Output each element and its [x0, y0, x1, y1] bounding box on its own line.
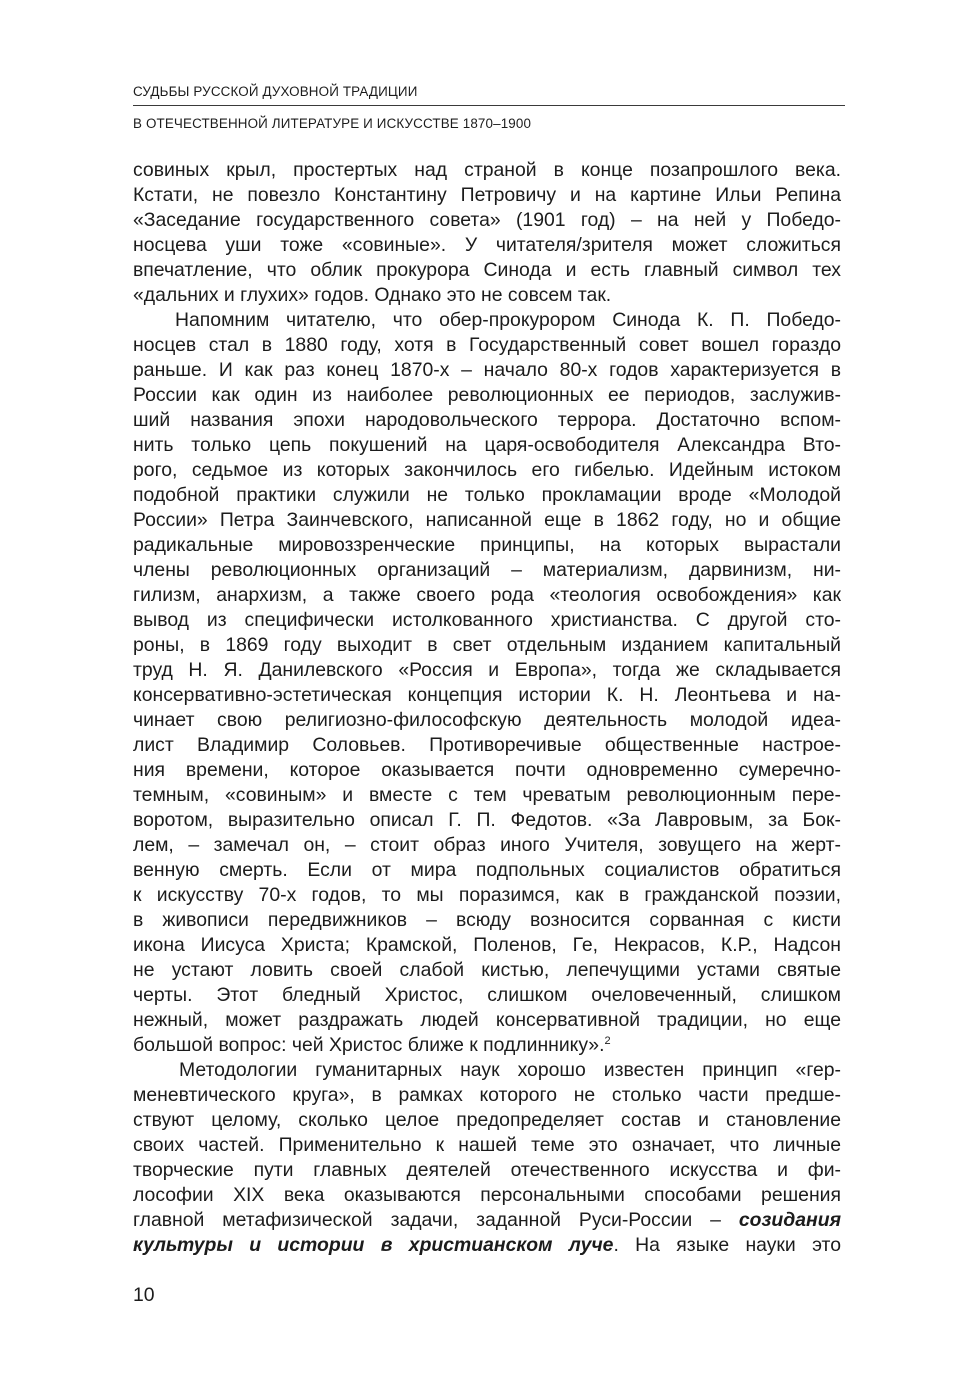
text-line: роны, в 1869 году выходит в свет отдельным изданием капитальный [133, 634, 841, 656]
text-line: члены революционных организаций – материализм, дарвинизм, ни- [133, 559, 841, 581]
text-line: своих частей. Применительно к нашей теме это означает, что личные [133, 1134, 841, 1156]
text-line: труд Н. Я. Данилевского «Россия и Европа», тогда же складывается [133, 659, 841, 681]
running-head-subtitle: В ОТЕЧЕСТВЕННОЙ ЛИТЕРАТУРЕ И ИСКУССТВЕ 1870–1900 [133, 116, 532, 131]
text-line-with-footnote [133, 1033, 841, 1058]
text-line: венную смерть. Если от мира подпольных социалистов обратиться [133, 859, 841, 881]
text-line: Напомним читателю, что обер-прокурором Синода К. П. Победо- [175, 309, 841, 331]
text-line: раньше. И как раз конец 1870-х – начало 80-х годов характеризуется в [133, 359, 841, 381]
text-line: меневтического круга», в рамках которого не столько части предше- [133, 1084, 841, 1106]
text-line: ший названия эпохи народовольческого террора. Достаточно вспом- [133, 409, 841, 431]
text-line: икона Иисуса Христа; Крамской, Поленов, Ге, Некрасов, К.Р., Надсон [133, 934, 841, 956]
text-line-with-emphasis [133, 1233, 841, 1258]
paragraph-1 [133, 158, 841, 308]
text-line: в живописи передвижников – всюду возносится сорванная с кисти [133, 909, 841, 931]
text-line: рого, седьмое из которых закончилось его гибелью. Идейным истоком [133, 459, 841, 481]
text-line: впечатление, что облик прокурора Синода и есть главный символ тех [133, 259, 841, 281]
text-line: не устают ловить своей слабой кистью, лепечущими устами святые [133, 959, 841, 981]
footnote-reference[interactable]: 2 [604, 1035, 611, 1047]
paragraph-2 [133, 308, 841, 1058]
text-run: . На языке науки это [613, 1234, 841, 1256]
emphasis-text: созидания [738, 1209, 841, 1231]
text-line: черты. Этот бледный Христос, слишком очеловеченный, слишком [133, 984, 841, 1006]
text-line: России как один из наиболее революционных ее периодов, заслужив- [133, 384, 841, 406]
text-line: лем, – замечал он, – стоит образ иного Учителя, зовущего на жерт- [133, 834, 841, 856]
body-text [133, 158, 841, 1258]
text-line: лософии XIX века оказываются персональными способами решения [133, 1184, 841, 1206]
page-number: 10 [133, 1284, 155, 1306]
text-line: вывод из специфически истолкованного христианства. С другой сто- [133, 609, 841, 631]
text-run: главной метафизической задачи, заданной Руси-России – [133, 1209, 739, 1231]
text-line: совиных крыл, простертых над страной в конце позапрошлого века. [133, 159, 841, 181]
text-line: к искусству 70-х годов, то мы поразимся, как в гражданской поэзии, [133, 884, 841, 906]
text-line-with-emphasis [133, 1208, 841, 1233]
paragraph-3 [133, 1058, 841, 1258]
text-line: ствуют целому, сколько целое предопределяет состав и становление [133, 1109, 841, 1131]
text-line: лист Владимир Соловьев. Противоречивые общественные настрое- [133, 734, 841, 756]
text-line: носцева уши тоже «совиные». У читателя/зрителя может сложиться [133, 234, 841, 256]
running-head-rule [133, 105, 845, 106]
text-line: чинает свою религиозно-философскую деятельность молодой идеа- [133, 709, 841, 731]
text-line: темным, «совиным» и вместе с тем чреватым революционным пере- [133, 784, 841, 806]
running-head-title: СУДЬБЫ РУССКОЙ ДУХОВНОЙ ТРАДИЦИИ [133, 84, 418, 99]
text-line: воротом, выразительно описал Г. П. Федотов. «За Лавровым, за Бок- [133, 809, 841, 831]
text-line: ния времени, которое оказывается почти одновременно сумеречно- [133, 759, 841, 781]
text-line: Методологии гуманитарных наук хорошо известен принцип «гер- [179, 1059, 841, 1081]
text-line: радикальные мировоззренческие принципы, на которых вырастали [133, 534, 841, 556]
text-line: творческие пути главных деятелей отечественного искусства и фи- [133, 1159, 841, 1181]
emphasis-text: культуры и истории в христианском луче [133, 1234, 614, 1256]
text-line: нежный, может раздражать людей консервативной традиции, но еще [133, 1009, 841, 1031]
text-line: гилизм, анархизм, а также своего рода «теология освобождения» как [133, 584, 841, 606]
text-line: носцев стал в 1880 году, хотя в Государственный совет вошел гораздо [133, 334, 841, 356]
text-line: подобной практики служили не только прокламации вроде «Молодой [133, 484, 841, 506]
text-line: Кстати, не повезло Константину Петровичу и на картине Ильи Репина [133, 184, 841, 206]
text-line: консервативно-эстетическая концепция истории К. Н. Леонтьева и на- [133, 684, 841, 706]
text-line-content: большой вопрос: чей Христос ближе к подлиннику». [133, 1034, 605, 1056]
text-line: «дальних и глухих» годов. Однако это не совсем так. [133, 284, 612, 306]
text-line: нить только цепь покушений на царя-освободителя Александра Вто- [133, 434, 841, 456]
text-line: России» Петра Заинчевского, написанной еще в 1862 году, но и общие [133, 509, 841, 531]
text-line: «Заседание государственного совета» (1901 год) – на ней у Победо- [133, 209, 841, 231]
